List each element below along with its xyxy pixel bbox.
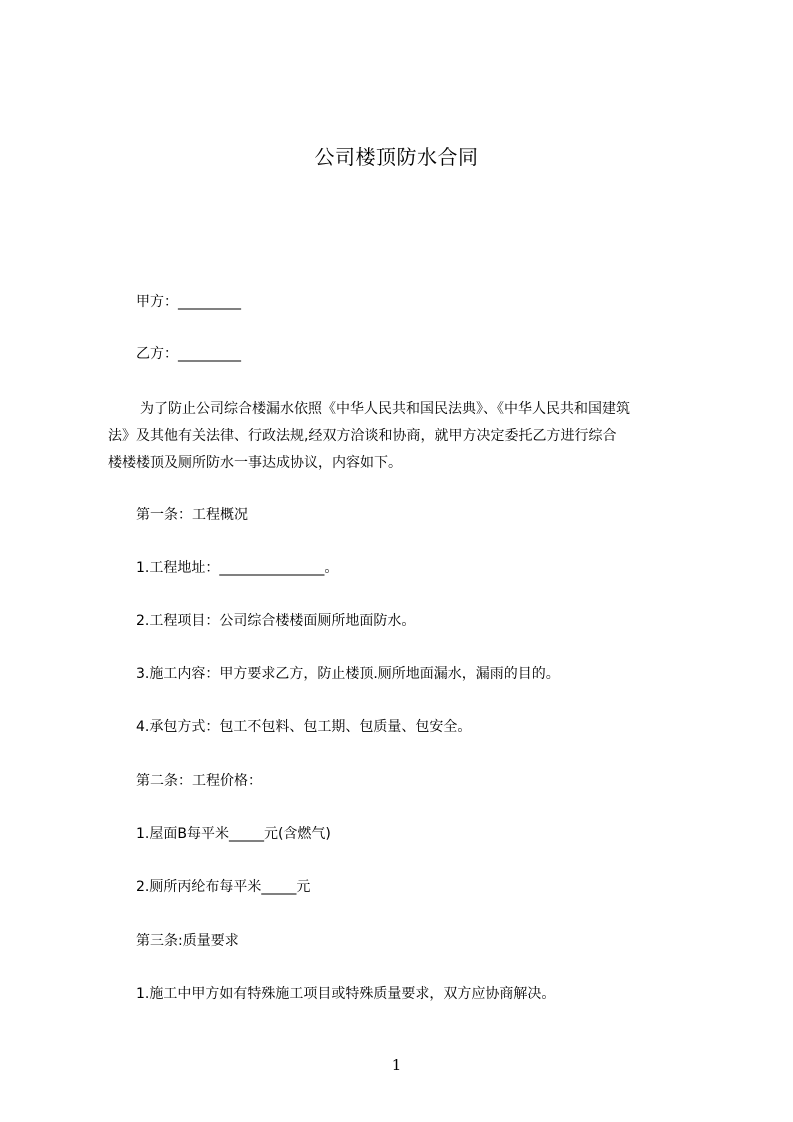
document-title: 公司楼顶防水合同	[314, 145, 479, 169]
article-2-item-1: 1.屋面B每平米_____元(含燃气)	[136, 826, 331, 842]
page-number: 1	[391, 1056, 402, 1074]
intro-line-2: 法》及其他有关法律、行政法规,经双方洽谈和协商，就甲方决定委托乙方进行综合	[108, 428, 617, 444]
article-2-item-2: 2.厕所丙纶布每平米_____元	[136, 879, 311, 895]
party-a-line: 甲方：_________	[136, 294, 241, 310]
intro-line-3: 楼楼楼顶及厕所防水一事达成协议，内容如下。	[108, 455, 402, 471]
article-2-heading: 第二条：工程价格：	[136, 773, 262, 789]
article-3-heading: 第三条:质量要求	[136, 933, 239, 949]
article-1-item-1: 1.工程地址：_______________。	[136, 560, 339, 576]
article-1-heading: 第一条：工程概况	[136, 507, 248, 523]
article-1-item-3: 3.施工内容：甲方要求乙方，防止楼顶.厕所地面漏水，漏雨的目的。	[136, 666, 560, 682]
article-1-item-4: 4.承包方式：包工不包料、包工期、包质量、包安全。	[136, 719, 472, 735]
intro-line-1: 为了防止公司综合楼漏水依照《中华人民共和国民法典》、《中华人民共和国建筑	[140, 401, 630, 417]
intro-paragraph	[108, 396, 660, 477]
party-b-line: 乙方：_________	[136, 346, 241, 362]
article-3-item-1: 1.施工中甲方如有特殊施工项目或特殊质量要求，双方应协商解决。	[136, 986, 556, 1002]
article-1-item-2: 2.工程项目：公司综合楼楼面厕所地面防水。	[136, 613, 416, 629]
